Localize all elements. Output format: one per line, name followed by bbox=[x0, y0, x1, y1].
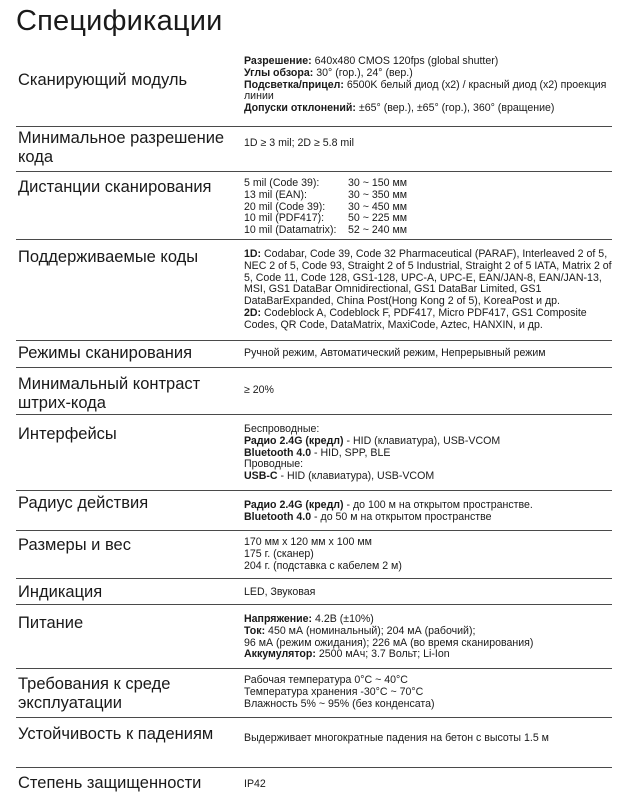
spec-label-size: Размеры и вес bbox=[18, 536, 131, 554]
spec-row-contrast bbox=[16, 368, 612, 415]
spec-row-protection bbox=[16, 768, 612, 806]
spec-value-drop: Выдерживает многократные падения на бетон с высоты 1.5 м bbox=[244, 732, 549, 744]
spec-value-power: Напряжение: 4.2В (±10%) Ток: 450 мА (номинальный); 204 мА (рабочий); 96 мА (режим ожидания); 226 мА (во время сканирования) Аккумулятор: 2500 мАч; 3.7 Вольт; Li-Ion bbox=[244, 613, 534, 661]
spec-row-distance bbox=[16, 172, 612, 240]
spec-label-codes: Поддерживаемые коды bbox=[18, 248, 199, 266]
spec-label-interfaces: Интерфейсы bbox=[18, 425, 117, 443]
spec-label-contrast: Минимальный контраст штрих-кода bbox=[18, 375, 201, 412]
spec-row-scanner bbox=[16, 48, 612, 127]
spec-value-interfaces: Беспроводные: Радио 2.4G (кредл) - HID (клавиатура), USB-VCOM Bluetooth 4.0 - HID, SPP, BLE Проводные: USB-C - HID (клавиатура), USB-VCOM bbox=[244, 423, 501, 483]
spec-label-protection: Степень защищенности bbox=[18, 774, 202, 792]
spec-row-resolution bbox=[16, 127, 612, 172]
spec-value-indication: LED, Звуковая bbox=[244, 586, 316, 598]
page-title: Спецификации bbox=[16, 5, 223, 37]
spec-row-drop bbox=[16, 718, 612, 768]
spec-label-distance: Дистанции сканирования bbox=[18, 178, 212, 196]
spec-row-modes bbox=[16, 341, 612, 368]
spec-label-power: Питание bbox=[18, 614, 84, 632]
spec-row-power bbox=[16, 605, 612, 669]
spec-value-environment: Рабочая температура 0°C ~ 40°C Температура хранения -30°C ~ 70°C Влажность 5% ~ 95% (без конденсата) bbox=[244, 674, 435, 710]
spec-value-resolution: 1D ≥ 3 mil; 2D ≥ 5.8 mil bbox=[244, 137, 354, 149]
spec-value-protection: IP42 bbox=[244, 778, 266, 790]
spec-label-environment: Требования к среде эксплуатации bbox=[18, 675, 171, 712]
spec-row-range bbox=[16, 491, 612, 531]
spec-value-scanner: Разрешение: 640x480 CMOS 120fps (global shutter) Углы обзора: 30° (гор.), 24° (вер.) Подсветка/прицел: 6500K белый диод (x2) / красный диод (x2) проекция линии Допуски отклонений: ±65° (вер.), ±65° (гор.), 360° (вращение) bbox=[244, 55, 607, 115]
spec-row-size bbox=[16, 531, 612, 579]
spec-row-environment bbox=[16, 669, 612, 718]
spec-value-size: 170 мм x 120 мм x 100 мм 175 г. (сканер) 204 г. (подставка с кабелем 2 м) bbox=[244, 536, 402, 572]
spec-value-contrast: ≥ 20% bbox=[244, 384, 274, 396]
spec-value-distance: 5 mil (Code 39): 30 ~ 150 мм 13 mil (EAN): 30 ~ 350 мм 20 mil (Code 39): 30 ~ 450 мм 10 mil (PDF417): 50 ~ 225 мм 10 mil (Datamatrix): 52 ~ 240 мм bbox=[244, 177, 408, 237]
spec-row-indication bbox=[16, 579, 612, 605]
spec-label-resolution: Минимальное разрешение кода bbox=[18, 129, 225, 166]
spec-label-range: Радиус действия bbox=[18, 494, 149, 512]
spec-label-drop: Устойчивость к падениям bbox=[18, 725, 214, 743]
spec-label-scanner: Сканирующий модуль bbox=[18, 71, 188, 89]
spec-value-range: Радио 2.4G (кредл) - до 100 м на открытом пространстве. Bluetooth 4.0 - до 50 м на открытом пространстве bbox=[244, 499, 533, 523]
spec-label-modes: Режимы сканирования bbox=[18, 344, 193, 362]
spec-row-interfaces bbox=[16, 415, 612, 491]
spec-label-indication: Индикация bbox=[18, 583, 103, 601]
spec-value-codes: 1D: Codabar, Code 39, Code 32 Pharmaceutical (PARAF), Interleaved 2 of 5, NEC 2 of 5, Code 93, Straight 2 of 5 Industrial, Straight 2 of 5 IATA, Matrix 2 of 5, Code 11, Code 128, GS1-128, UPC-A, UPC-E, EAN/JAN-8, EAN/JAN-13, MSI, GS1 DataBar Omnidirectional, GS1 DataBar Limited, GS1 DataBarExpanded, China Post(Hong Kong 2 of 5), KoreaPost и др. 2D: Codeblock A, Codeblock F, PDF417, Micro PDF417, GS1 Composite Codes, QR Code, DataMatrix, MaxiCode, Aztec, HANXIN, и др. bbox=[244, 248, 612, 331]
spec-row-codes bbox=[16, 240, 612, 341]
spec-value-modes: Ручной режим, Автоматический режим, Непрерывный режим bbox=[244, 347, 546, 359]
